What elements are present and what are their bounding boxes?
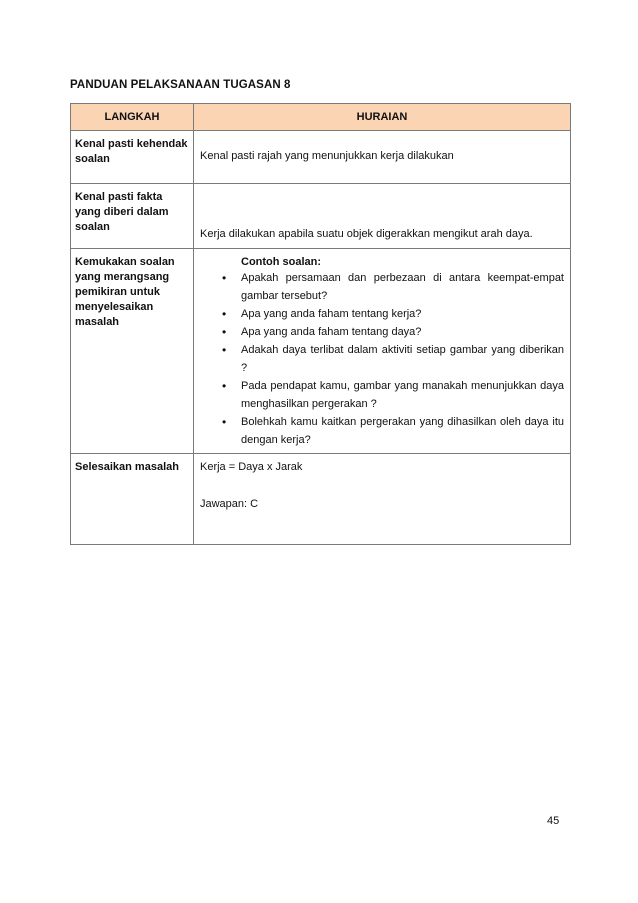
bullet-icon: • bbox=[222, 325, 227, 339]
description-cell: Kerja dilakukan apabila suatu objek digerakkan mengikut arah daya. bbox=[194, 184, 571, 249]
guide-table bbox=[70, 103, 571, 545]
bullet-icon: • bbox=[222, 415, 227, 429]
bullet-icon: • bbox=[222, 271, 227, 285]
list-item bbox=[200, 341, 564, 377]
header-langkah: LANGKAH bbox=[71, 104, 194, 131]
step-cell: Kemukakan soalan yang merangsang pemikiran untuk menyelesaikan masalah bbox=[71, 249, 194, 454]
table-row bbox=[71, 454, 571, 545]
list-item bbox=[200, 377, 564, 413]
question-text: Pada pendapat kamu, gambar yang manakah menunjukkan daya menghasilkan pergerakan ? bbox=[241, 380, 564, 410]
page-title: PANDUAN PELAKSANAAN TUGASAN 8 bbox=[70, 79, 291, 91]
spacer bbox=[200, 475, 564, 497]
solution-cell bbox=[194, 454, 571, 545]
questions-heading: Contoh soalan: bbox=[241, 256, 322, 268]
question-text: Apa yang anda faham tentang kerja? bbox=[241, 308, 422, 320]
bullet-icon: • bbox=[222, 379, 227, 393]
list-item bbox=[200, 413, 564, 449]
table-row bbox=[71, 249, 571, 454]
question-text: Apa yang anda faham tentang daya? bbox=[241, 326, 422, 338]
formula-text: Kerja = Daya x Jarak bbox=[200, 461, 303, 473]
questions-cell bbox=[194, 249, 571, 454]
questions-list bbox=[200, 269, 564, 449]
list-item bbox=[200, 269, 564, 305]
list-item bbox=[200, 305, 564, 323]
step-cell: Kenal pasti fakta yang diberi dalam soalan bbox=[71, 184, 194, 249]
question-text: Bolehkah kamu kaitkan pergerakan yang dihasilkan oleh daya itu dengan kerja? bbox=[241, 416, 564, 446]
question-text: Adakah daya terlibat dalam aktiviti setiap gambar yang diberikan ? bbox=[241, 344, 564, 374]
page-number: 45 bbox=[547, 815, 560, 827]
header-huraian: HURAIAN bbox=[194, 104, 571, 131]
question-text: Apakah persamaan dan perbezaan di antara keempat-empat gambar tersebut? bbox=[241, 272, 564, 302]
description-cell: Kenal pasti rajah yang menunjukkan kerja dilakukan bbox=[194, 131, 571, 184]
bullet-icon: • bbox=[222, 343, 227, 357]
table-row bbox=[71, 131, 571, 184]
bullet-icon: • bbox=[222, 307, 227, 321]
step-cell: Kenal pasti kehendak soalan bbox=[71, 131, 194, 184]
step-cell: Selesaikan masalah bbox=[71, 454, 194, 545]
table-header-row bbox=[71, 104, 571, 131]
table-row bbox=[71, 184, 571, 249]
list-item bbox=[200, 323, 564, 341]
answer-text: Jawapan: C bbox=[200, 498, 259, 510]
